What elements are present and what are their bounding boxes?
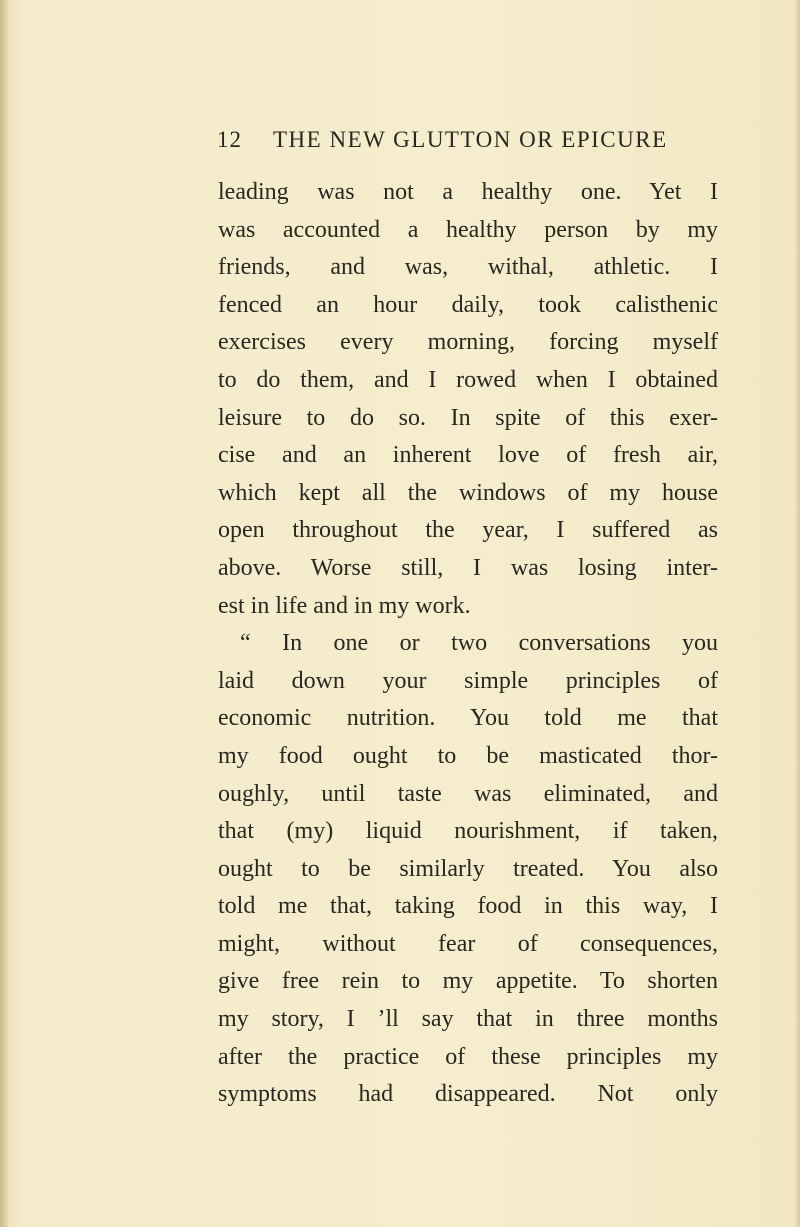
text-line: open throughout the year, I suffered as — [218, 517, 718, 544]
text-line: oughly, until taste was eliminated, and — [218, 780, 718, 807]
text-line: leading was not a healthy one. Yet I — [218, 179, 718, 205]
page-number: 12 — [217, 127, 242, 152]
text-line: symptoms had disappeared. Not only — [218, 1081, 718, 1108]
text-line: leisure to do so. In spite of this exer- — [218, 404, 718, 431]
text-line: friends, and was, withal, athletic. I — [218, 254, 718, 281]
text-line: that (my) liquid nourishment, if taken, — [218, 818, 718, 845]
text-line: fenced an hour daily, took calisthenic — [218, 291, 718, 318]
text-line: above. Worse still, I was losing inter- — [218, 554, 718, 581]
text-line: was accounted a healthy person by my — [218, 216, 718, 243]
text-line: laid down your simple principles of — [218, 667, 718, 694]
text-line: economic nutrition. You told me that — [218, 705, 718, 732]
body-text — [218, 174, 718, 1114]
page-gutter-shadow — [0, 0, 8, 1227]
text-line: give free rein to my appetite. To shorten — [218, 968, 718, 995]
text-line: told me that, taking food in this way, I — [218, 893, 718, 920]
text-line: might, without fear of consequences, — [218, 930, 718, 957]
paragraph-start-line: “ In one or two conversations you — [240, 630, 718, 657]
text-line: my food ought to be masticated thor- — [218, 742, 718, 769]
text-line: my story, I ’ll say that in three months — [218, 1006, 718, 1033]
paragraph-end-line: est in life and in my work. — [218, 592, 471, 619]
running-title: THE NEW GLUTTON OR EPICURE — [273, 127, 668, 152]
text-line: which kept all the windows of my house — [218, 479, 718, 506]
page-edge-shadow — [794, 0, 800, 1227]
text-line: exercises every morning, forcing myself — [218, 329, 718, 356]
text-line: after the practice of these principles my — [218, 1043, 718, 1070]
text-line: cise and an inherent love of fresh air, — [218, 442, 718, 469]
text-line: ought to be similarly treated. You also — [218, 855, 718, 882]
text-line: to do them, and I rowed when I obtained — [218, 366, 718, 393]
